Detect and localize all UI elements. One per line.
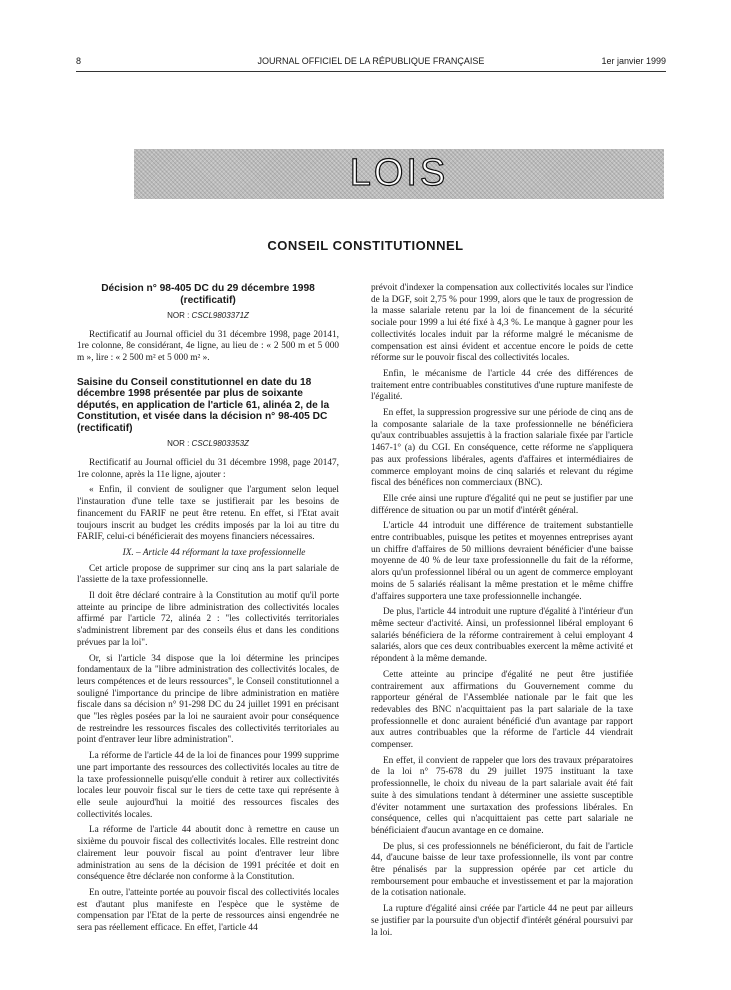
page-header — [76, 56, 666, 70]
paragraph: Cette atteinte au principe d'égalité ne peut être justifiée contrairement aux affirmations du Gouvernement comme du rapporteur général de l'Assemblée nationale par le fait que les redevables des BNC n'acquittaient pas la part salariale de la taxe professionnelle et donc auraient bénéficié d'un avantage par rapport aux autres contribuables que la réforme de l'article 44 viendrait compenser. — [371, 669, 633, 751]
left-column — [77, 283, 339, 939]
paragraph: En effet, la suppression progressive sur une période de cinq ans de la composante salariale de la taxe professionnelle ne bénéficiera qu'aux contribuables assujettis à la fraction salariale fixée par l'article 1467-1° (a) du CGI. En conséquence, cette réforme ne s'appliquera pas aux professions libérales, agents d'affaires et intermédiaires de commerce employant moins de cinq salariés et relevant du régime fiscal des bénéfices non commerciaux (BNC). — [371, 408, 633, 489]
paragraph: La rupture d'égalité ainsi créée par l'article 44 ne peut par ailleurs se justifier par la poursuite d'un objectif d'intérêt général poursuivi par la loi. — [371, 904, 633, 938]
paragraph: prévoit d'indexer la compensation aux collectivités locales sur l'indice de la DGF, soit 2,75 % pour 1999, alors que le taux de progression de la masse salariale retenu par la loi de financement de la sécurité sociale pour 1999 a lui été fixé à 4,3 %. Le manque à gagner pour les collectivités locales induit par la réforme malgré le mécanisme de compensation est ainsi évident et accentue encore le poids de cette réforme sur le pouvoir fiscal des collectivités locales. — [371, 283, 633, 364]
paragraph: Elle crée ainsi une rupture d'égalité qui ne peut se justifier par une différence de situation ou par un motif d'intérêt général. — [371, 493, 633, 516]
nor-reference-1 — [77, 310, 339, 322]
paragraph: Il doit être déclaré contraire à la Constitution au motif qu'il porte atteinte au principe de libre administration des collectivités locales affirmé par l'article 72, alinéa 2 : "les collectivités territoriales s'administrent librement par des conseils élus et dans les conditions prévues par la loi". — [77, 591, 339, 648]
nor-reference-2 — [77, 438, 339, 450]
paragraph: En outre, l'atteinte portée au pouvoir fiscal des collectivités locales est d'autant plus manifeste en l'espèce que le système de compensation par l'Etat de la perte de ressources ainsi engendrée ne sera pas réellement efficace. En effet, l'article 44 — [77, 887, 339, 934]
paragraph: En effet, il convient de rappeler que lors des travaux préparatoires de la loi n° 75-678 du 29 juillet 1975 instituant la taxe professionnelle, le choix du niveau de la part salariale avait été fait suite à des simulations tendant à déterminer une assiette susceptible d'éviter notamment une surtaxation des professions libérales. En conséquence, celles qui n'acquittaient pas cette part salariale ne bénéficiaient d'aucun avantage en ce domaine. — [371, 755, 633, 836]
paragraph: L'article 44 introduit une différence de traitement substantielle entre contribuables, puisque les petites et moyennes entreprises ayant un chiffre d'affaires de 50 millions devraient bénéficier d'une baisse moyenne de 40 % de leur taxe professionnelle du fait de la réforme, alors qu'un professionnel libéral ou un agent de commerce employant moins de 5 salariés réalisant la même prestation et le même chiffre d'affaires supportera une taxe professionnelle inchangée. — [371, 521, 633, 602]
paragraph: De plus, si ces professionnels ne bénéficieront, du fait de l'article 44, d'aucune baisse de leur taxe professionnelle, ils vont par contre être pénalisés par la suppression opérée par cet article du remboursement pour embauche et investissement et par la majoration de la cotisation nationale. — [371, 841, 633, 899]
nor-value: CSCL9803353Z — [191, 439, 249, 449]
article-title: IX. – Article 44 réformant la taxe professionnelle — [122, 547, 306, 558]
paragraph: Enfin, le mécanisme de l'article 44 crée des différences de traitement entre contribuables constitutives d'une rupture manifeste de l'égalité. — [371, 368, 633, 403]
paragraph: De plus, l'article 44 introduit une rupture d'égalité à l'intérieur d'un même secteur d'activité. Ainsi, un professionnel libéral employant 6 salariés bénéficiera de la réforme contrairement à celui employant 4 salariés, alors que ces deux contribuables exercent la même activité et répondent à la même demande. — [371, 607, 633, 665]
rectificatif-2: Rectificatif au Journal officiel du 31 décembre 1998, page 20147, 1re colonne, après la 11e ligne, ajouter : — [77, 458, 339, 480]
nor-label: NOR : — [167, 439, 190, 449]
paragraph: La réforme de l'article 44 aboutit donc à remettre en cause un sixième du pouvoir fiscal des collectivités locales. Elle restreint donc clairement leur pouvoir fiscal au point d'entraver leur libre administration au sens de la décision de 1991 précitée et doit en conséquence être déclarée non conforme à la Constitution. — [77, 825, 339, 883]
quote-paragraph: « Enfin, il convient de souligner que l'argument selon lequel l'instauration d'une telle taxe se justifierait par les besoins de financement du FARIF ne peut être retenu. En effet, si l'Etat avait toujours inscrit au budget les crédits imposés par la loi au titre du FARIF, celui-ci bénéficierait des moyens financiers nécessaires. — [77, 485, 339, 543]
decision-title: Décision n° 98-405 DC du 29 décembre 1998 (rectificatif) — [101, 283, 315, 306]
nor-value: CSCL9803371Z — [191, 311, 249, 320]
section-title: CONSEIL CONSTITUTIONNEL — [267, 238, 464, 253]
journal-title: JOURNAL OFFICIEL DE LA RÉPUBLIQUE FRANÇAISE — [257, 56, 485, 66]
issue-date: 1er janvier 1999 — [601, 56, 666, 66]
banner-title: LOIS — [349, 152, 449, 194]
paragraph: La réforme de l'article 44 de la loi de finances pour 1999 supprime une part importante des ressources des collectivités locales au titre de la taxe professionnelle puisqu'elle conduit à retirer aux collectivités locales leur pouvoir fiscal sur le tiers de cette taxe qui représente à elle seule aujourd'hui la moitié des ressources fiscales des collectivités locales. — [77, 751, 339, 820]
paragraph: Or, si l'article 34 dispose que la loi détermine les principes fondamentaux de la "libre administration des collectivités locales, de leurs compétences et de leurs ressources", le Conseil constitutionnel a souligné l'importance du principe de libre administration en matière fiscale dans sa décision n° 91-298 DC du 24 juillet 1991 en précisant que "les règles posées par la loi ne sauraient avoir pour conséquence de restreindre les ressources fiscales des collectivités territoriales au point d'entraver leur libre administration". — [77, 653, 339, 746]
saisine-title: Saisine du Conseil constitutionnel en date du 18 décembre 1998 présentée par plus de soixante députés, en application de l'article 61, alinéa 2, de la Constitution, et visée dans la décision n° 98-405 DC (rectificatif) — [77, 376, 330, 434]
page-number: 8 — [76, 56, 82, 66]
header-rule — [76, 71, 666, 72]
lois-banner — [134, 149, 664, 199]
nor-label: NOR : — [167, 311, 190, 320]
paragraph: Cet article propose de supprimer sur cinq ans la part salariale de l'assiette de la taxe professionnelle. — [77, 563, 339, 586]
right-column — [371, 283, 633, 943]
rectificatif-1: Rectificatif au Journal officiel du 31 décembre 1998, page 20141, 1re colonne, 8e considérant, 4e ligne, au lieu de : « 2 500 m et 5 000 m », lire : « 2 500 m² et 5 000 m² ». — [77, 329, 339, 364]
